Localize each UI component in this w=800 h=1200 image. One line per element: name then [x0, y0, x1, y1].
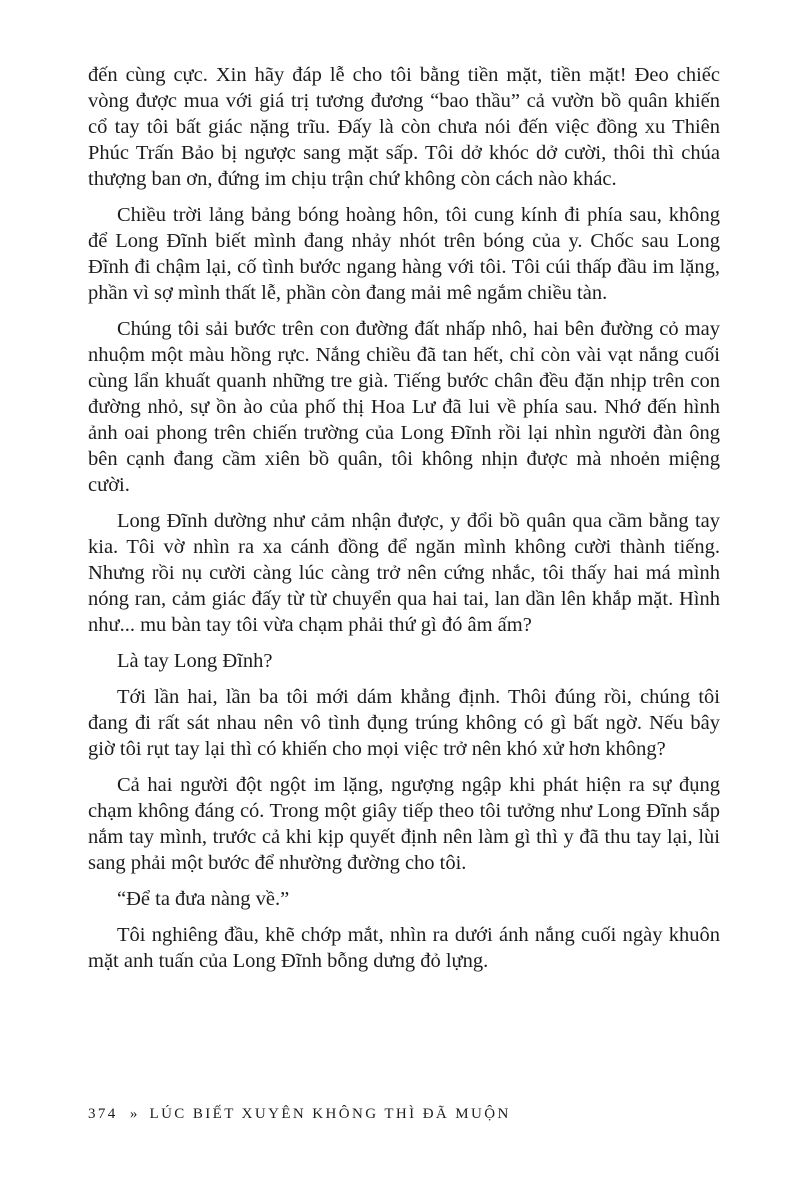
- paragraph: Cả hai người đột ngột im lặng, ngượng ngập khi phát hiện ra sự đụng chạm không đáng có. Trong một giây tiếp theo tôi tưởng như Long Đĩnh sắp nắm tay mình, trước cả khi kịp quyết định nên làm gì thì y đã thu tay lại, lùi sang phải một bước để nhường đường cho tôi.: [88, 774, 720, 874]
- paragraph: Tôi nghiêng đầu, khẽ chớp mắt, nhìn ra dưới ánh nắng cuối ngày khuôn mặt anh tuấn của Long Đĩnh bỗng dưng đỏ lựng.: [88, 924, 720, 972]
- paragraph: Long Đĩnh dường như cảm nhận được, y đổi bồ quân qua cầm bằng tay kia. Tôi vờ nhìn ra xa cánh đồng để ngăn mình không cười thành tiếng. Nhưng rồi nụ cười càng lúc càng trở nên cứng nhắc, tôi thấy hai má mình nóng ran, cảm giác đấy từ từ chuyển qua hai tai, lan dần lên khắp mặt. Hình như... mu bàn tay tôi vừa chạm phải thứ gì đó âm ấm?: [88, 510, 720, 636]
- body-text: [88, 62, 720, 984]
- page-number: 374: [88, 1106, 118, 1122]
- footer-separator: »: [129, 1106, 138, 1122]
- paragraph: “Để ta đưa nàng về.”: [117, 888, 290, 910]
- paragraph: Tới lần hai, lần ba tôi mới dám khẳng định. Thôi đúng rồi, chúng tôi đang đi rất sát nhau nên vô tình đụng trúng không có gì bất ngờ. Nếu bây giờ tôi rụt tay lại thì có khiến cho mọi việc trở nên khó xử hơn không?: [88, 686, 720, 760]
- paragraph: Chúng tôi sải bước trên con đường đất nhấp nhô, hai bên đường cỏ may nhuộm một màu hồng rực. Nắng chiều đã tan hết, chỉ còn vài vạt nắng cuối cùng lẩn khuất quanh những tre già. Tiếng bước chân đều đặn nhịp trên con đường nhỏ, sự ồn ào của phố thị Hoa Lư đã lui về phía sau. Nhớ đến hình ảnh oai phong trên chiến trường của Long Đĩnh rồi lại nhìn người đàn ông bên cạnh đang cầm xiên bồ quân, tôi không nhịn được mà nhoẻn miệng cười.: [88, 318, 720, 496]
- running-footer: [88, 1106, 728, 1123]
- paragraph: đến cùng cực. Xin hãy đáp lễ cho tôi bằng tiền mặt, tiền mặt! Đeo chiếc vòng được mua với giá trị tương đương “bao thầu” cả vườn bồ quân khiến cổ tay tôi bất giác nặng trĩu. Đấy là còn chưa nói đến việc đồng xu Thiên Phúc Trấn Bảo bị ngược sang mặt sấp. Tôi dở khóc dở cười, thôi thì chúa thượng ban ơn, đứng im chịu trận chứ không còn cách nào khác.: [88, 64, 720, 190]
- paragraph: Chiều trời lảng bảng bóng hoàng hôn, tôi cung kính đi phía sau, không để Long Đĩnh biết mình đang nhảy nhót trên bóng của y. Chốc sau Long Đĩnh đi chậm lại, cố tình bước ngang hàng với tôi. Tôi cúi thấp đầu im lặng, phần vì sợ mình thất lễ, phần còn đang mải mê ngắm chiều tàn.: [88, 204, 720, 304]
- paragraph: Là tay Long Đĩnh?: [117, 650, 273, 672]
- book-title: LÚC BIẾT XUYÊN KHÔNG THÌ ĐÃ MUỘN: [149, 1106, 511, 1122]
